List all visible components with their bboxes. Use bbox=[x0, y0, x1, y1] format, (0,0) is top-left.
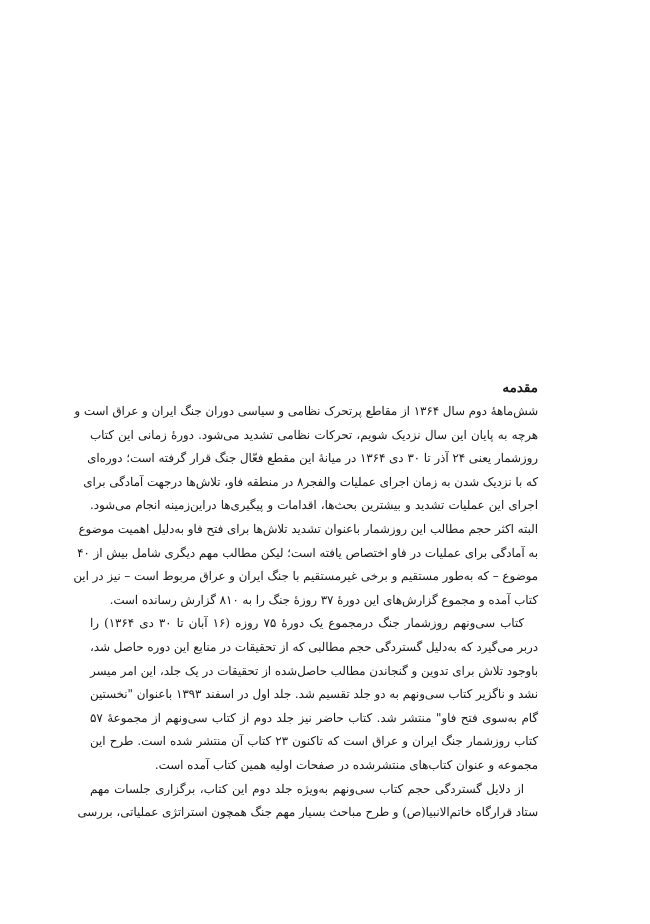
text-line: اجرای این عملیات تشدید و بیشترین بحث‌ها، اقدامات و پیگیری‌ها دراین‌زمینه انجام می‌شود. bbox=[90, 498, 538, 513]
section-heading: مقدمه bbox=[502, 380, 538, 396]
text-line: روزشمار یعنی ۲۴ آذر تا ۳۰ دی ۱۳۶۴ در میانهٔ این مقطع فعّال جنگ قرار گرفته است؛ دوره‌ای bbox=[87, 451, 538, 466]
text-line: کتاب آمده و مجموع گزارش‌های این دورهٔ ۳۷ روزهٔ جنگ را به ۸۱۰ گزارش رسانده است. bbox=[109, 592, 538, 607]
text-line: شش‌ماههٔ دوم سال ۱۳۶۴ از مقاطع پرتحرک نظامی و سیاسی دوران جنگ ایران و عراق است و bbox=[74, 404, 538, 418]
text-line: گام به‌سوی فتح فاو" منتشر شد. کتاب حاضر نیز جلد دوم از کتاب سی‌ونهم از مجموعهٔ ۵۷ bbox=[90, 710, 538, 725]
text-line: موضوع – که به‌طور مستقیم و برخی غیرمستقیم با جنگ ایران و عراق مربوط است – نیز در این bbox=[73, 569, 538, 584]
text-line: دربر می‌گیرد که به‌دلیل گستردگی حجم مطالبی که از تحقیقات در منابع این دوره حاصل شد، bbox=[90, 639, 538, 654]
text-line: باوجود تلاش برای تدوین و گنجاندن مطالب حاصل‌شده از تحقیقات در یک جلد، این امر میسر bbox=[90, 663, 538, 678]
text-line: به آمادگی برای عملیات در فاو اختصاص یافته است؛ لیکن مطالب مهم دیگری شامل بیش از ۴۰ bbox=[77, 545, 538, 560]
text-line: البته اکثر حجم مطالب این روزشمار باعنوان تشدید تلاش‌ها برای فتح فاو به‌دلیل اهمیت موضوع bbox=[78, 521, 538, 536]
text-line: کتاب روزشمار جنگ ایران و عراق است که تاکنون ۲۳ کتاب آن منتشر شده است. طرح این bbox=[90, 734, 538, 749]
body-text bbox=[73, 400, 538, 825]
text-line: ستاد قرارگاه خاتم‌الانبیا(ص) و طرح مباحث بسیار مهم جنگ همچون استراتژی عملیاتی، بررسی bbox=[77, 805, 538, 820]
text-line: هرچه به پایان این سال نزدیک شویم، تحرکات نظامی تشدید می‌شود. دورهٔ زمانی این کتاب bbox=[90, 427, 538, 442]
page-body bbox=[73, 378, 538, 825]
text-line: که با نزدیک شدن به زمان اجرای عملیات والفجر۸ در منطقه فاو، تلاش‌ها درجهت آمادگی برای bbox=[83, 474, 538, 489]
text-line: از دلایل گستردگی حجم کتاب سی‌ونهم به‌ویژه جلد دوم این کتاب، برگزاری جلسات مهم bbox=[90, 781, 524, 796]
text-line: مجموعه و عنوان کتاب‌های منتشرشده در صفحات اولیه همین کتاب آمده است. bbox=[154, 757, 538, 772]
text-line: کتاب سی‌ونهم روزشمار جنگ درمجموع یک دورهٔ ۷۵ روزه (۱۶ آبان تا ۳۰ دی ۱۳۶۴) را bbox=[90, 616, 524, 631]
text-line: نشد و ناگزیر کتاب سی‌ونهم به دو جلد تقسیم شد. جلد اول در اسفند ۱۳۹۳ باعنوان "نخستین bbox=[90, 687, 538, 702]
